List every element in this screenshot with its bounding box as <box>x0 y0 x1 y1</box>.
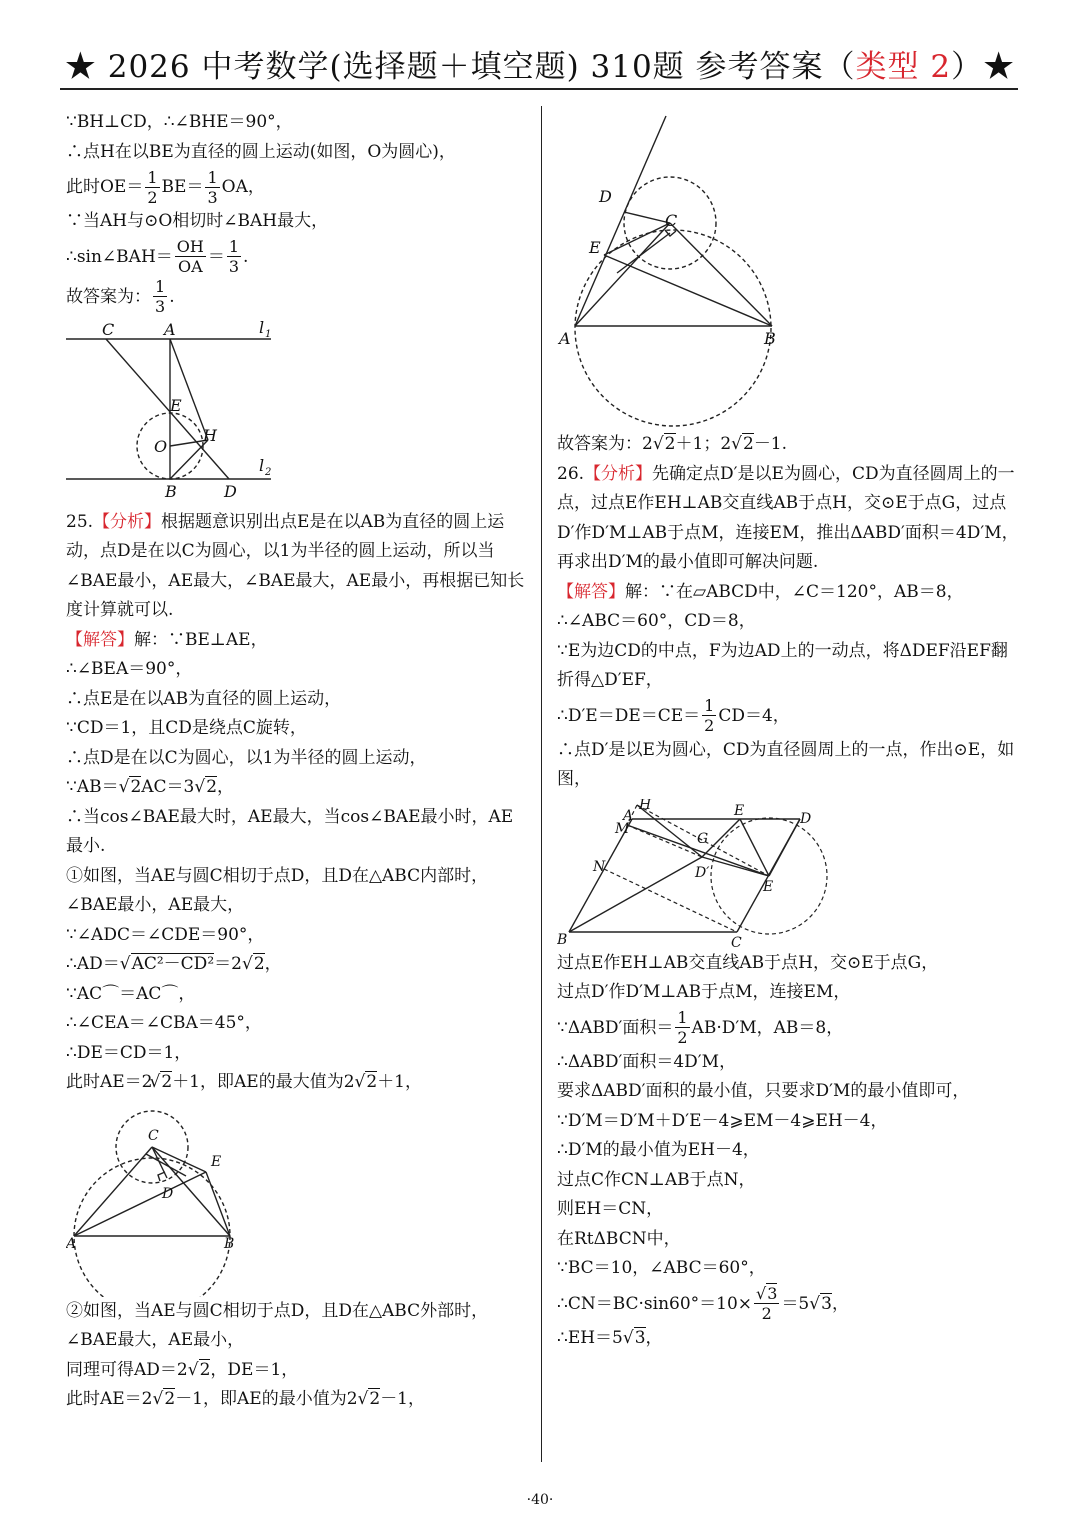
text: 解：∵在▱ABCD中，∠C＝120°，AB＝8， <box>625 581 964 602</box>
numerator: 1 <box>677 1008 688 1027</box>
header-rule <box>60 88 1018 90</box>
text-line: ∴点H在以BE为直径的圆上运动(如图，O为圆心)， <box>66 141 456 162</box>
text-line: ∴点D是在以C为圆心，以1为半径的圆上运动， <box>66 747 427 768</box>
text: BE＝ <box>161 177 204 197</box>
numerator: 1 <box>147 167 158 187</box>
solution-tag: 【解答】 <box>557 581 625 602</box>
radicand: 3 <box>634 1327 646 1348</box>
text-line: ∵BH⊥CD，∴∠BHE＝90°， <box>66 112 293 132</box>
text-line: ②如图，当AE与圆C相切于点D，且D在△ABC外部时，∠BAE最大，AE最小， <box>66 1300 489 1350</box>
text: ∴CN＝BC·sin60°＝10× <box>557 1293 753 1314</box>
radicand: 2 <box>164 1389 176 1409</box>
numerator: 1 <box>704 696 715 715</box>
label-e: E <box>170 395 182 415</box>
text: ∵ΔABD′面积＝ <box>557 1017 674 1038</box>
text-line <box>66 626 526 656</box>
segment-cd <box>106 339 229 479</box>
label-d: D <box>800 810 812 827</box>
denominator: 2 <box>761 1304 772 1323</box>
denominator: 3 <box>228 257 240 276</box>
text-line: ∴∠BEA＝90°， <box>66 659 193 679</box>
segment-m-dp <box>627 825 702 857</box>
numerator: 1 <box>228 237 240 256</box>
left-column <box>66 108 526 1415</box>
text-line: ①如图，当AE与圆C相切于点D，且D在△ABC内部时，∠BAE最小，AE最大， <box>66 865 489 915</box>
header-title-suffix: ）★ <box>951 49 1016 85</box>
text-line <box>557 1008 1022 1048</box>
text: ∴D′E＝DE＝CE＝ <box>557 705 701 726</box>
fraction <box>754 1286 779 1322</box>
text: ∴AD＝ <box>66 954 120 974</box>
problem-26-analysis <box>557 460 1022 578</box>
text: 此时OE＝ <box>66 177 144 197</box>
text: ＝2 <box>214 954 242 974</box>
text-line: ∴当cos∠BAE最大时，AE最大，当cos∠BAE最小时，AE最小. <box>66 806 514 856</box>
solution-tag: 【解答】 <box>66 629 134 650</box>
segment-ed <box>769 819 800 876</box>
radicand: AC²－CD² <box>131 954 215 974</box>
text-line: 同理可得AD＝2√2，DE＝1， <box>66 1359 299 1380</box>
text-line: 过点C作CN⊥AB于点N， <box>557 1169 756 1190</box>
text: 此时AE＝2 <box>66 1072 153 1092</box>
label-d: D <box>162 1185 174 1202</box>
text: ∴EH＝5 <box>557 1327 623 1348</box>
segment-ah <box>170 339 208 440</box>
text-line: ∴CN＝BC·sin60°＝10× $\frac{√3}{2}$ ＝5√3， <box>557 1284 849 1323</box>
text: ＝ <box>207 246 225 267</box>
text-line <box>66 277 526 317</box>
fraction <box>227 239 241 275</box>
denominator: OA <box>177 257 203 276</box>
text-line <box>557 578 1022 608</box>
label-e: E <box>211 1153 222 1170</box>
label-c: C <box>148 1127 159 1144</box>
text: . <box>169 286 175 307</box>
numerator: OH <box>176 237 204 256</box>
column-divider <box>541 106 542 1462</box>
segment-eb <box>206 1172 230 1236</box>
radicand: 2 <box>206 777 218 797</box>
segment-bdp <box>569 857 702 932</box>
label-m: M <box>615 820 630 837</box>
radicand: 3 <box>767 1284 778 1303</box>
radicand: 2 <box>161 1072 173 1092</box>
text-line: 要求ΔABD′面积的最小值，只要求D′M的最小值即可， <box>557 1081 970 1101</box>
text-line: 此时AE＝2√2＋1，即AE的最大值为2√2＋1， <box>66 1072 423 1092</box>
analysis-tag: 【分析】 <box>93 511 162 532</box>
segment-inner <box>617 233 670 273</box>
text: ＝5 <box>781 1293 810 1314</box>
denominator: 2 <box>704 716 715 735</box>
radicand: 2 <box>253 954 265 974</box>
radicand: 2 <box>366 1072 378 1092</box>
text-line <box>66 167 526 207</box>
text-line: ∴ΔABD′面积＝4D′M， <box>557 1051 737 1072</box>
radicand: 2 <box>369 1389 381 1409</box>
label-e-top: E <box>734 802 745 819</box>
segment-dc <box>624 212 670 223</box>
text: ＋1， <box>377 1072 423 1092</box>
label-b: B <box>224 1235 235 1252</box>
segment-ae <box>74 1172 206 1236</box>
text-line: 在RtΔBCN中， <box>557 1228 681 1249</box>
problem-25-analysis <box>66 508 526 626</box>
text-line: ∴点D′是以E为圆心，CD为直径圆周上的一点，作出⊙E，如图， <box>557 739 1015 789</box>
segment-ac <box>74 1147 152 1236</box>
text-line: ∴点E是在以AB为直径的圆上运动， <box>66 688 342 709</box>
page-number: ·40· <box>526 1492 554 1508</box>
text-line: 此时AE＝2√2－1，即AE的最小值为2√2－1， <box>66 1389 426 1409</box>
fraction <box>702 698 716 734</box>
label-c: C <box>731 934 742 949</box>
fraction <box>175 239 206 275</box>
text-line: ∵CD＝1，且CD是绕点C旋转， <box>66 718 307 738</box>
analysis-text: 根据题意识别出点E是在以AB为直径的圆上运动，点D是在以C为圆心，以1为半径的圆上运动，所以当∠BAE最小，AE最大，∠BAE最大，AE最小，再根据已知长度计算就可以. <box>66 511 525 620</box>
text: ， <box>264 954 282 974</box>
radicand: 2 <box>199 1359 211 1380</box>
text: －1，即AE的最小值为2 <box>175 1389 358 1409</box>
label-d: D <box>224 481 237 501</box>
label-n: N <box>593 858 606 875</box>
problem-number: 26. <box>557 463 585 484</box>
text-line: ∵∠ADC＝∠CDE＝90°， <box>66 924 265 945</box>
fraction <box>675 1010 689 1046</box>
text-line: ∴EH＝5√3， <box>557 1327 663 1348</box>
text-line: ∵D′M＝D′M＋D′E－4⩾EM－4⩾EH－4， <box>557 1110 888 1131</box>
text: －1， <box>380 1389 426 1409</box>
label-d-prime: D′ <box>695 864 710 881</box>
right-column <box>557 108 1022 1353</box>
label-a: A <box>164 320 176 339</box>
label-a: A <box>66 1235 77 1252</box>
text: ，DE＝1， <box>210 1359 299 1380</box>
label-e: E <box>589 238 601 257</box>
text-line: ∴∠CEA＝∠CBA＝45°， <box>66 1013 262 1033</box>
denominator: 3 <box>207 187 218 207</box>
label-b: B <box>557 931 568 948</box>
text-line <box>557 696 1022 736</box>
text: OA， <box>221 177 265 197</box>
label-l2-sub: 2 <box>265 466 272 478</box>
text: －1. <box>753 434 788 454</box>
text: ， <box>831 1293 849 1314</box>
figure-2 <box>66 1102 246 1297</box>
page-header <box>60 44 1020 90</box>
label-l1: l <box>259 320 265 337</box>
radicand: 2 <box>130 777 142 797</box>
text: CD＝4， <box>718 705 790 726</box>
text: ∵AB＝ <box>66 777 119 797</box>
text-line <box>66 237 526 277</box>
segment-ce <box>152 1147 206 1172</box>
text: AB·D′M，AB＝8， <box>691 1017 844 1038</box>
label-c: C <box>102 320 115 339</box>
text: ， <box>217 777 235 797</box>
figure-1 <box>66 321 281 506</box>
denominator: 2 <box>147 187 158 207</box>
denominator: 3 <box>155 297 166 316</box>
text-line: ∴D′M的最小值为EH－4， <box>557 1140 760 1160</box>
analysis-text: 先确定点D′是以E为圆心，CD为直径圆周上的一点，过点E作EH⊥AB交直线AB于点H，交⊙E于点G，过点D′作D′M⊥AB于点M，连接EM，推出ΔABD′面积＝4D′M，再求出D′M的最小值即可解决问题. <box>557 463 1019 572</box>
text: 此时AE＝2 <box>66 1389 153 1409</box>
segment-ec <box>604 223 670 255</box>
numerator: 1 <box>207 167 218 187</box>
figure-3 <box>557 108 787 428</box>
fraction <box>205 167 219 207</box>
text-line: ∵AC⌒＝AC⌒， <box>66 983 196 1004</box>
label-o: O <box>154 436 168 456</box>
header-title-prefix: ★ 2026 中考数学(选择题＋填空题) 310题 参考答案（ <box>64 49 856 85</box>
text-line: ∴AD＝√AC²－CD²＝2√2， <box>66 954 282 974</box>
text: 解：∵BE⊥AE， <box>134 629 268 650</box>
label-b: B <box>165 481 177 501</box>
text: ， <box>645 1327 663 1348</box>
label-c: C <box>665 211 678 230</box>
text-line: 过点E作EH⊥AB交直线AB于点H，交⊙E于点G， <box>557 952 939 973</box>
text-line: ∵BC＝10，∠ABC＝60°， <box>557 1258 766 1278</box>
label-b: B <box>764 329 776 348</box>
header-title-type: 类型 2 <box>855 49 952 85</box>
text-line: ∵E为边CD的中点，F为边AD上的一动点，将ΔDEF沿EF翻折得△D′EF， <box>557 640 1008 690</box>
label-a: A <box>559 329 571 348</box>
text-line: ∵当AH与⊙O相切时∠BAH最大， <box>66 211 329 231</box>
numerator: √3 <box>756 1284 778 1303</box>
label-l1-sub: 1 <box>265 328 272 340</box>
text: ＋1；2 <box>675 434 732 454</box>
fraction <box>153 279 167 315</box>
radicand: 2 <box>742 434 754 454</box>
segment-eb <box>604 255 772 326</box>
text: 同理可得AD＝2 <box>66 1359 188 1380</box>
figure-4 <box>557 799 837 949</box>
numerator: 1 <box>155 277 166 296</box>
segment-cb <box>670 223 772 326</box>
circle-ab <box>74 1158 230 1297</box>
text-line: ∵AB＝√2AC＝3√2， <box>66 777 235 797</box>
text-line: 故答案为：2√2＋1；2√2－1. <box>557 434 788 454</box>
text-line: 则EH＝CN， <box>557 1199 664 1219</box>
label-e: E <box>763 878 774 895</box>
text-line: ∴∠ABC＝60°，CD＝8， <box>557 611 756 631</box>
text-line: ∴DE＝CD＝1， <box>66 1042 192 1063</box>
text: ＋1，即AE的最大值为2 <box>172 1072 355 1092</box>
label-l2: l <box>259 455 265 475</box>
label-g: G <box>697 830 709 847</box>
analysis-tag: 【分析】 <box>584 463 653 484</box>
text: 故答案为：2 <box>557 434 653 454</box>
text: 故答案为： <box>66 286 151 307</box>
ray-ad <box>575 116 666 326</box>
label-h: H <box>203 425 217 445</box>
radicand: 3 <box>821 1293 832 1314</box>
text-line: 过点D′作D′M⊥AB于点M，连接EM， <box>557 982 851 1002</box>
label-a: A <box>623 807 634 824</box>
label-h: H <box>639 798 652 813</box>
problem-number: 25. <box>66 511 94 532</box>
denominator: 2 <box>677 1028 688 1047</box>
fraction <box>145 167 159 207</box>
label-d: D <box>599 187 612 206</box>
radicand: 2 <box>664 434 676 454</box>
text: AC＝3 <box>141 777 195 797</box>
text: . <box>243 246 249 267</box>
segment-inner <box>146 1154 186 1176</box>
text: ∴sin∠BAH＝ <box>66 246 173 267</box>
right-angle-mark <box>158 1172 165 1181</box>
